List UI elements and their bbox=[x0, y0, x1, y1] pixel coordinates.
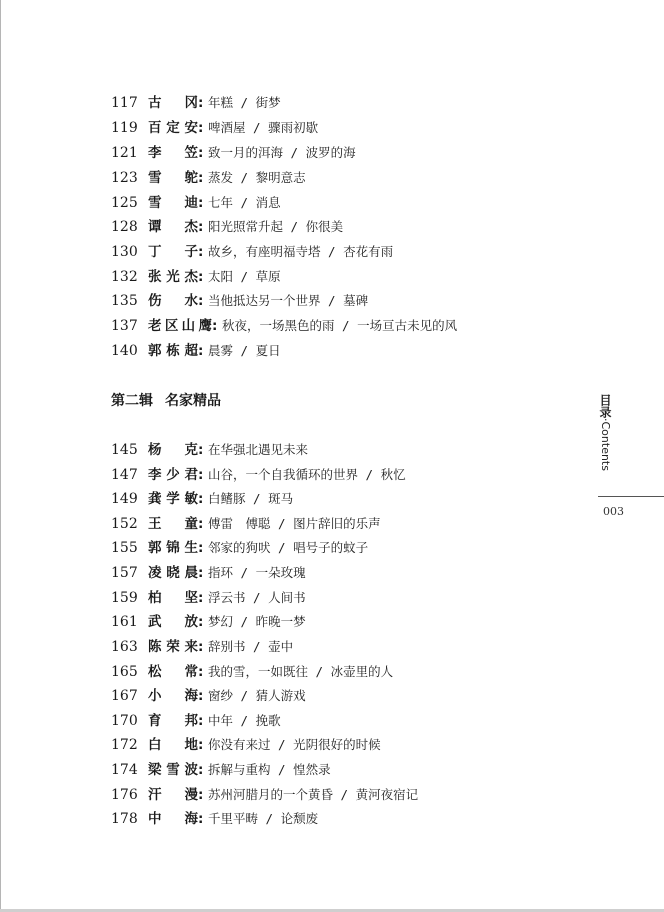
toc-author: 白地 bbox=[148, 737, 198, 753]
toc-page-number: 161 bbox=[111, 614, 138, 630]
sidebar-rule bbox=[598, 496, 664, 497]
page-number: 003 bbox=[603, 505, 624, 518]
toc-page-number: 165 bbox=[111, 664, 138, 680]
toc-page-number: 170 bbox=[111, 713, 138, 729]
toc-page-number: 145 bbox=[111, 442, 138, 458]
toc-entry: 149 龚学敏: 白鳍豚 / 斑马 bbox=[111, 487, 293, 511]
toc-entry: 167 小海: 窗纱 / 猜人游戏 bbox=[111, 684, 306, 708]
toc-entry: 155 郭锦生: 邻家的狗吠 / 唱号子的蚊子 bbox=[111, 536, 368, 560]
toc-author: 古冈 bbox=[148, 95, 198, 111]
toc-entry: 121 李笠: 致一月的洱海 / 波罗的海 bbox=[111, 141, 356, 165]
toc-entry: 119 百定安: 啤酒屋 / 骤雨初歇 bbox=[111, 116, 318, 140]
toc-page-number: 137 bbox=[111, 318, 138, 334]
toc-author: 张光杰 bbox=[148, 269, 198, 285]
toc-entry: 130 丁子: 故乡，有座明福寺塔 / 杏花有雨 bbox=[111, 240, 393, 264]
toc-works: 邻家的狗吠 / 唱号子的蚊子 bbox=[208, 540, 369, 555]
toc-works: 辞别书 / 壶中 bbox=[208, 639, 294, 654]
toc-page-number: 130 bbox=[111, 244, 138, 260]
toc-author: 育邦 bbox=[148, 713, 198, 729]
toc-entry: 170 育邦: 中年 / 挽歌 bbox=[111, 709, 281, 733]
toc-author: 李少君 bbox=[148, 467, 198, 483]
toc-entry: 161 武放: 梦幻 / 昨晚一梦 bbox=[111, 610, 306, 634]
toc-author: 松常 bbox=[148, 664, 198, 680]
toc-page-number: 172 bbox=[111, 737, 138, 753]
toc-page-number: 117 bbox=[111, 95, 138, 111]
toc-author: 郭栋超 bbox=[148, 343, 198, 359]
toc-author: 雪迪 bbox=[148, 195, 198, 211]
toc-works: 山谷，一个自我循环的世界 / 秋忆 bbox=[208, 467, 406, 482]
sidebar-label-cn: 目录 bbox=[598, 394, 612, 418]
toc-author: 凌晓晨 bbox=[148, 565, 198, 581]
toc-entry: 152 王童: 傅雷 傅聪 / 图片辞旧的乐声 bbox=[111, 512, 381, 536]
toc-author: 谭杰 bbox=[148, 219, 198, 235]
toc-works: 故乡，有座明福寺塔 / 杏花有雨 bbox=[208, 244, 394, 259]
toc-page-number: 149 bbox=[111, 491, 138, 507]
toc-works: 在华强北遇见未来 bbox=[208, 442, 309, 457]
toc-author: 小海 bbox=[148, 688, 198, 704]
toc-entry: 157 凌晓晨: 指环 / 一朵玫瑰 bbox=[111, 561, 306, 585]
toc-entry: 123 雪鸵: 蒸发 / 黎明意志 bbox=[111, 166, 306, 190]
toc-entry: 117 古冈: 年糕 / 街梦 bbox=[111, 91, 281, 115]
toc-page-number: 155 bbox=[111, 540, 138, 556]
toc-page-number: 119 bbox=[111, 120, 138, 136]
toc-works: 我的雪，一如既往 / 冰壶里的人 bbox=[208, 664, 394, 679]
toc-entry: 172 白地: 你没有来过 / 光阴很好的时候 bbox=[111, 733, 381, 757]
toc-author: 雪鸵 bbox=[148, 170, 198, 186]
toc-page-number: 152 bbox=[111, 516, 138, 532]
toc-author: 丁子 bbox=[148, 244, 198, 260]
toc-page-number: 159 bbox=[111, 590, 138, 606]
toc-entry: 125 雪迪: 七年 / 消息 bbox=[111, 191, 281, 215]
toc-author: 陈荣来 bbox=[148, 639, 198, 655]
toc-works: 中年 / 挽歌 bbox=[208, 713, 281, 728]
toc-entry: 137 老区山鹰: 秋夜，一场黑色的雨 / 一场亘古未见的风 bbox=[111, 314, 457, 338]
toc-works: 窗纱 / 猜人游戏 bbox=[208, 688, 306, 703]
toc-works: 致一月的洱海 / 波罗的海 bbox=[208, 145, 356, 160]
section-title: 名家精品 bbox=[165, 393, 221, 409]
toc-page-number: 125 bbox=[111, 195, 138, 211]
toc-page-number: 174 bbox=[111, 762, 138, 778]
toc-page-number: 121 bbox=[111, 145, 138, 161]
toc-works: 拆解与重构 / 惶然录 bbox=[208, 762, 331, 777]
toc-author: 李笠 bbox=[148, 145, 198, 161]
toc-author: 老区山鹰 bbox=[148, 318, 212, 334]
toc-works: 七年 / 消息 bbox=[208, 195, 281, 210]
toc-page-number: 147 bbox=[111, 467, 138, 483]
toc-entry: 159 柏坚: 浮云书 / 人间书 bbox=[111, 586, 306, 610]
toc-entry: 176 汗漫: 苏州河腊月的一个黄昏 / 黄河夜宿记 bbox=[111, 783, 418, 807]
toc-works: 梦幻 / 昨晚一梦 bbox=[208, 614, 306, 629]
toc-works: 蒸发 / 黎明意志 bbox=[208, 170, 306, 185]
toc-works: 晨雾 / 夏日 bbox=[208, 343, 281, 358]
toc-page-number: 128 bbox=[111, 219, 138, 235]
toc-works: 指环 / 一朵玫瑰 bbox=[208, 565, 306, 580]
sidebar-label-en: Contents bbox=[599, 421, 612, 471]
toc-author: 梁雪波 bbox=[148, 762, 198, 778]
toc-author: 百定安 bbox=[148, 120, 198, 136]
toc-entry: 132 张光杰: 太阳 / 草原 bbox=[111, 265, 281, 289]
toc-works: 苏州河腊月的一个黄昏 / 黄河夜宿记 bbox=[208, 787, 419, 802]
toc-entry: 128 谭杰: 阳光照常升起 / 你很美 bbox=[111, 215, 343, 239]
toc-entry: 135 伤水: 当他抵达另一个世界 / 墓碑 bbox=[111, 289, 368, 313]
toc-author: 杨克 bbox=[148, 442, 198, 458]
toc-author: 伤水 bbox=[148, 293, 198, 309]
toc-works: 白鳍豚 / 斑马 bbox=[208, 491, 294, 506]
toc-page-number: 135 bbox=[111, 293, 138, 309]
toc-works: 秋夜，一场黑色的雨 / 一场亘古未见的风 bbox=[222, 318, 458, 333]
toc-page-number: 176 bbox=[111, 787, 138, 803]
toc-works: 阳光照常升起 / 你很美 bbox=[208, 219, 344, 234]
toc-works: 啤酒屋 / 骤雨初歇 bbox=[208, 120, 319, 135]
toc-page-number: 123 bbox=[111, 170, 138, 186]
toc-entry: 147 李少君: 山谷，一个自我循环的世界 / 秋忆 bbox=[111, 463, 406, 487]
toc-works: 傅雷 傅聪 / 图片辞旧的乐声 bbox=[208, 516, 381, 531]
toc-author: 汗漫 bbox=[148, 787, 198, 803]
toc-works: 千里平畴 / 论颓废 bbox=[208, 811, 319, 826]
toc-entry: 174 梁雪波: 拆解与重构 / 惶然录 bbox=[111, 758, 331, 782]
toc-page-number: 157 bbox=[111, 565, 138, 581]
toc-works: 年糕 / 街梦 bbox=[208, 95, 281, 110]
toc-author: 郭锦生 bbox=[148, 540, 198, 556]
section-label: 第二辑 bbox=[111, 393, 153, 409]
page-edge-left bbox=[0, 0, 1, 912]
toc-entry: 178 中海: 千里平畴 / 论颓废 bbox=[111, 807, 318, 831]
toc-author: 龚学敏 bbox=[148, 491, 198, 507]
toc-entry: 165 松常: 我的雪，一如既往 / 冰壶里的人 bbox=[111, 660, 393, 684]
toc-works: 太阳 / 草原 bbox=[208, 269, 281, 284]
toc-author: 武放 bbox=[148, 614, 198, 630]
toc-page-number: 167 bbox=[111, 688, 138, 704]
toc-works: 浮云书 / 人间书 bbox=[208, 590, 306, 605]
sidebar-contents-label bbox=[598, 394, 612, 471]
toc-author: 王童 bbox=[148, 516, 198, 532]
toc-works: 当他抵达另一个世界 / 墓碑 bbox=[208, 293, 369, 308]
toc-author: 中海 bbox=[148, 811, 198, 827]
toc-page-number: 163 bbox=[111, 639, 138, 655]
toc-author: 柏坚 bbox=[148, 590, 198, 606]
sidebar-separator: · bbox=[599, 418, 612, 422]
toc-works: 你没有来过 / 光阴很好的时候 bbox=[208, 737, 381, 752]
toc-page-number: 178 bbox=[111, 811, 138, 827]
section-heading bbox=[111, 390, 221, 412]
toc-entry: 140 郭栋超: 晨雾 / 夏日 bbox=[111, 339, 281, 363]
toc-entry: 163 陈荣来: 辞别书 / 壶中 bbox=[111, 635, 293, 659]
toc-page-number: 140 bbox=[111, 343, 138, 359]
toc-page-number: 132 bbox=[111, 269, 138, 285]
toc-entry: 145 杨克: 在华强北遇见未来 bbox=[111, 438, 308, 462]
